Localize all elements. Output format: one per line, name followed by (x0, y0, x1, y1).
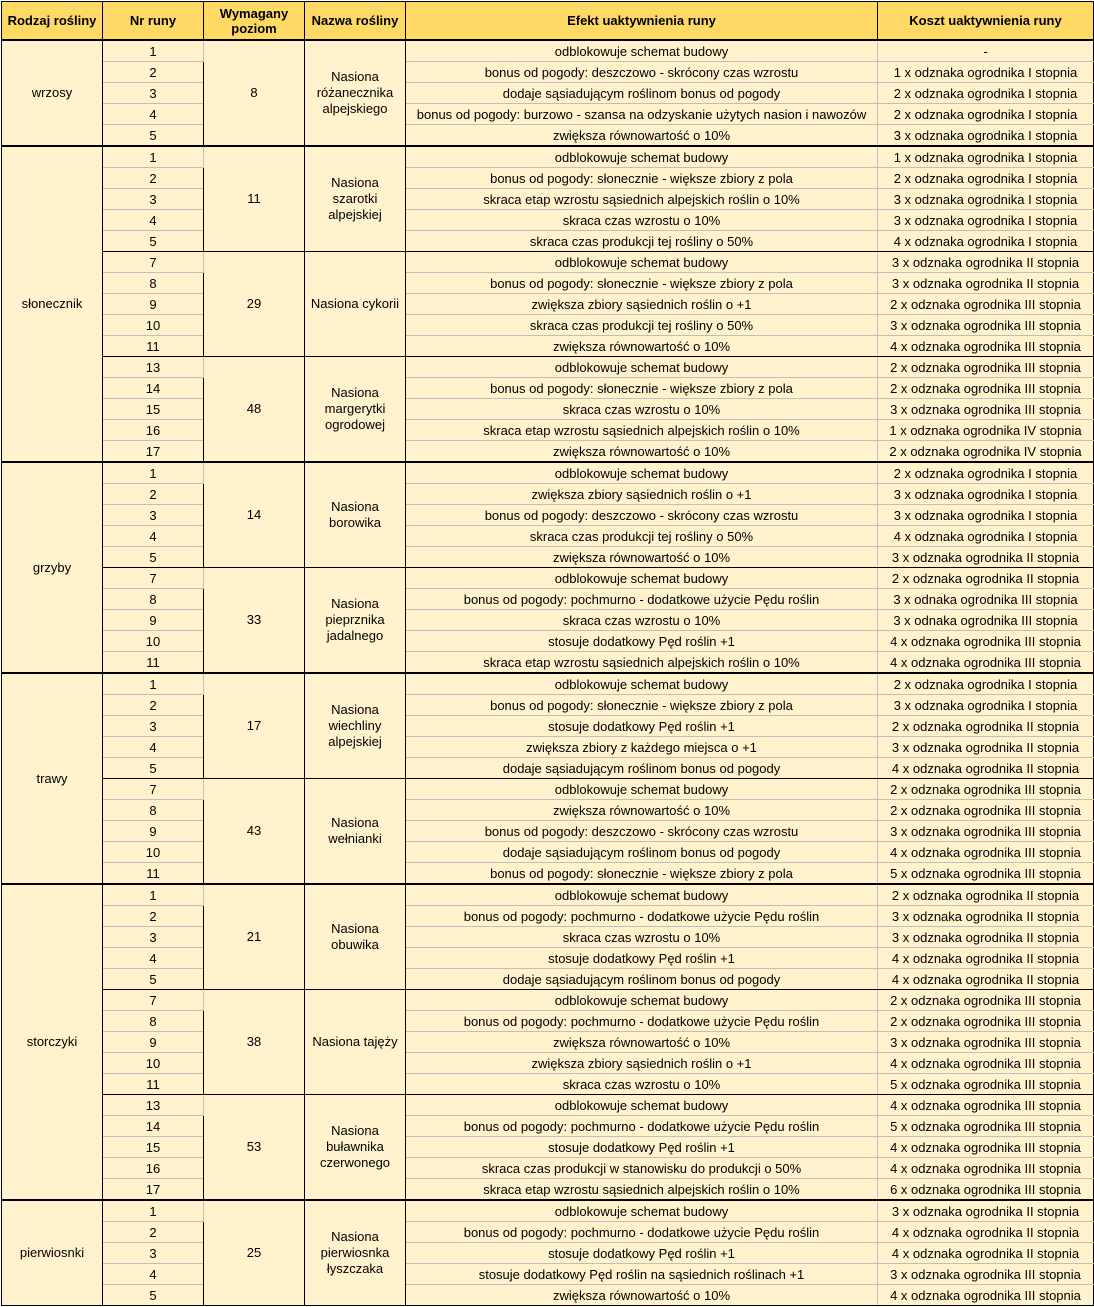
rune-cost-cell: 4 x odznaka ogrodnika III stopnia (878, 1137, 1094, 1158)
rune-nr-cell: 9 (103, 821, 204, 842)
table-row (2, 1074, 1094, 1095)
table-row (2, 1137, 1094, 1158)
table-row (2, 1179, 1094, 1201)
table-row (2, 40, 1094, 62)
rune-nr-cell: 3 (103, 189, 204, 210)
rune-effect-cell: skraca czas produkcji tej rośliny o 50% (406, 315, 878, 336)
rune-cost-cell: 2 x odznaka ogrodnika III stopnia (878, 294, 1094, 315)
rune-effect-cell: zwiększa równowartość o 10% (406, 336, 878, 357)
table-body (2, 40, 1094, 1306)
header-rune-effect: Efekt uaktywnienia runy (406, 2, 878, 41)
rune-nr-cell: 5 (103, 547, 204, 568)
rune-nr-cell: 2 (103, 62, 204, 83)
rune-effect-cell: dodaje sąsiadującym roślinom bonus od pogody (406, 842, 878, 863)
rune-cost-cell: 2 x odznaka ogrodnika III stopnia (878, 357, 1094, 378)
table-row (2, 568, 1094, 589)
rune-effect-cell: stosuje dodatkowy Pęd roślin +1 (406, 1137, 878, 1158)
rune-nr-cell: 8 (103, 589, 204, 610)
header-rune-cost: Koszt uaktywnienia runy (878, 2, 1094, 41)
rune-nr-cell: 3 (103, 927, 204, 948)
rune-nr-cell: 3 (103, 83, 204, 104)
rune-cost-cell: 4 x odznaka ogrodnika III stopnia (878, 631, 1094, 652)
rune-nr-cell: 11 (103, 336, 204, 357)
table-row (2, 146, 1094, 168)
table-row (2, 294, 1094, 315)
rune-nr-cell: 2 (103, 484, 204, 505)
required-level-cell: 25 (204, 1200, 305, 1306)
rune-cost-cell: 3 x odznaka ogrodnika I stopnia (878, 125, 1094, 147)
plant-name-cell: Nasiona margerytki ogrodowej (305, 357, 406, 463)
rune-effect-cell: bonus od pogody: słonecznie - większe zbiory z pola (406, 168, 878, 189)
rune-nr-cell: 4 (103, 1264, 204, 1285)
table-row (2, 906, 1094, 927)
rune-nr-cell: 17 (103, 441, 204, 463)
required-level-cell: 21 (204, 884, 305, 990)
rune-effect-cell: stosuje dodatkowy Pęd roślin +1 (406, 631, 878, 652)
table-row (2, 210, 1094, 231)
table-row (2, 695, 1094, 716)
rune-effect-cell: skraca czas wzrostu o 10% (406, 610, 878, 631)
rune-effect-cell: bonus od pogody: pochmurno - dodatkowe użycie Pędu roślin (406, 906, 878, 927)
rune-nr-cell: 4 (103, 737, 204, 758)
plant-name-cell: Nasiona tajęży (305, 990, 406, 1095)
rune-cost-cell: 6 x odznaka ogrodnika III stopnia (878, 1179, 1094, 1201)
rune-effect-cell: zwiększa zbiory z każdego miejsca o +1 (406, 737, 878, 758)
table-row (2, 652, 1094, 674)
table-row (2, 948, 1094, 969)
plant-type-cell: pierwiosnki (2, 1200, 103, 1306)
header-plant-type: Rodzaj rośliny (2, 2, 103, 41)
table-row (2, 927, 1094, 948)
rune-cost-cell: 2 x odznaka ogrodnika I stopnia (878, 673, 1094, 695)
rune-effect-cell: odblokowuje schemat budowy (406, 146, 878, 168)
rune-effect-cell: bonus od pogody: pochmurno - dodatkowe użycie Pędu roślin (406, 1116, 878, 1137)
rune-nr-cell: 15 (103, 399, 204, 420)
plant-type-cell: grzyby (2, 462, 103, 673)
rune-cost-cell: 1 x odznaka ogrodnika IV stopnia (878, 420, 1094, 441)
rune-effect-cell: bonus od pogody: słonecznie - większe zbiory z pola (406, 273, 878, 294)
rune-effect-cell: bonus od pogody: słonecznie - większe zbiory z pola (406, 863, 878, 885)
rune-effect-cell: skraca czas wzrostu o 10% (406, 927, 878, 948)
plant-name-cell: Nasiona buławnika czerwonego (305, 1095, 406, 1201)
rune-nr-cell: 3 (103, 505, 204, 526)
rune-nr-cell: 8 (103, 273, 204, 294)
rune-effect-cell: bonus od pogody: słonecznie - większe zbiory z pola (406, 378, 878, 399)
rune-nr-cell: 1 (103, 40, 204, 62)
required-level-cell: 53 (204, 1095, 305, 1201)
rune-cost-cell: 2 x odznaka ogrodnika III stopnia (878, 990, 1094, 1011)
plant-name-cell: Nasiona szarotki alpejskiej (305, 146, 406, 252)
rune-cost-cell: 4 x odznaka ogrodnika II stopnia (878, 1243, 1094, 1264)
rune-effect-cell: skraca etap wzrostu sąsiednich alpejskich roślin o 10% (406, 652, 878, 674)
rune-effect-cell: skraca czas wzrostu o 10% (406, 210, 878, 231)
rune-cost-cell: 3 x odznaka ogrodnika I stopnia (878, 695, 1094, 716)
table-row (2, 1200, 1094, 1222)
table-row (2, 252, 1094, 273)
plant-type-cell: trawy (2, 673, 103, 884)
header-rune-nr: Nr runy (103, 2, 204, 41)
rune-cost-cell: 2 x odznaka ogrodnika II stopnia (878, 884, 1094, 906)
rune-effect-cell: zwiększa równowartość o 10% (406, 125, 878, 147)
rune-cost-cell: 4 x odznaka ogrodnika II stopnia (878, 758, 1094, 779)
required-level-cell: 17 (204, 673, 305, 779)
rune-effect-cell: stosuje dodatkowy Pęd roślin na sąsiednich roślinach +1 (406, 1264, 878, 1285)
rune-cost-cell: 3 x odznaka ogrodnika I stopnia (878, 484, 1094, 505)
rune-effect-cell: odblokowuje schemat budowy (406, 357, 878, 378)
rune-cost-cell: 3 x odznaka ogrodnika II stopnia (878, 906, 1094, 927)
rune-effect-cell: skraca etap wzrostu sąsiednich alpejskich roślin o 10% (406, 420, 878, 441)
rune-nr-cell: 1 (103, 146, 204, 168)
rune-cost-cell: 2 x odznaka ogrodnika III stopnia (878, 779, 1094, 800)
rune-cost-cell: 2 x odznaka ogrodnika I stopnia (878, 462, 1094, 484)
plant-name-cell: Nasiona pieprznika jadalnego (305, 568, 406, 674)
table-row (2, 1011, 1094, 1032)
rune-cost-cell: 1 x odznaka ogrodnika I stopnia (878, 62, 1094, 83)
table-row (2, 231, 1094, 252)
rune-cost-cell: 3 x odnaka ogrodnika III stopnia (878, 589, 1094, 610)
rune-nr-cell: 8 (103, 1011, 204, 1032)
rune-nr-cell: 1 (103, 1200, 204, 1222)
rune-nr-cell: 9 (103, 294, 204, 315)
rune-cost-cell: 3 x odznaka ogrodnika III stopnia (878, 399, 1094, 420)
table-row (2, 884, 1094, 906)
rune-effect-cell: zwiększa równowartość o 10% (406, 1032, 878, 1053)
table-row (2, 168, 1094, 189)
rune-effect-cell: bonus od pogody: słonecznie - większe zbiory z pola (406, 695, 878, 716)
rune-nr-cell: 10 (103, 315, 204, 336)
header-row (2, 2, 1094, 41)
plant-name-cell: Nasiona różanecznika alpejskiego (305, 40, 406, 146)
required-level-cell: 43 (204, 779, 305, 885)
rune-cost-cell: 2 x odznaka ogrodnika III stopnia (878, 1011, 1094, 1032)
rune-effect-cell: bonus od pogody: pochmurno - dodatkowe użycie Pędu roślin (406, 1222, 878, 1243)
rune-nr-cell: 7 (103, 252, 204, 273)
table-row (2, 547, 1094, 568)
rune-nr-cell: 5 (103, 969, 204, 990)
rune-nr-cell: 17 (103, 1179, 204, 1201)
required-level-cell: 48 (204, 357, 305, 463)
rune-nr-cell: 9 (103, 1032, 204, 1053)
rune-table (1, 1, 1094, 1306)
table-row (2, 62, 1094, 83)
header-required-level: Wymagany poziom (204, 2, 305, 41)
header-plant-name: Nazwa rośliny (305, 2, 406, 41)
table-row (2, 969, 1094, 990)
rune-nr-cell: 10 (103, 842, 204, 863)
rune-cost-cell: 3 x odznaka ogrodnika I stopnia (878, 210, 1094, 231)
rune-effect-cell: zwiększa równowartość o 10% (406, 547, 878, 568)
rune-nr-cell: 13 (103, 357, 204, 378)
table-row (2, 1264, 1094, 1285)
rune-effect-cell: odblokowuje schemat budowy (406, 884, 878, 906)
rune-nr-cell: 7 (103, 779, 204, 800)
rune-effect-cell: skraca etap wzrostu sąsiednich alpejskich roślin o 10% (406, 189, 878, 210)
table-row (2, 1053, 1094, 1074)
table-row (2, 631, 1094, 652)
rune-cost-cell: 3 x odnaka ogrodnika III stopnia (878, 610, 1094, 631)
rune-cost-cell: 5 x odznaka ogrodnika III stopnia (878, 1116, 1094, 1137)
rune-nr-cell: 4 (103, 948, 204, 969)
rune-effect-cell: odblokowuje schemat budowy (406, 462, 878, 484)
rune-effect-cell: bonus od pogody: deszczowo - skrócony czas wzrostu (406, 821, 878, 842)
rune-nr-cell: 4 (103, 526, 204, 547)
table-row (2, 800, 1094, 821)
plant-name-cell: Nasiona cykorii (305, 252, 406, 357)
rune-cost-cell: 4 x odznaka ogrodnika III stopnia (878, 1095, 1094, 1116)
rune-effect-cell: skraca etap wzrostu sąsiednich alpejskich roślin o 10% (406, 1179, 878, 1201)
rune-effect-cell: dodaje sąsiadującym roślinom bonus od pogody (406, 758, 878, 779)
table-row (2, 104, 1094, 125)
rune-cost-cell: 3 x odznaka ogrodnika II stopnia (878, 1200, 1094, 1222)
table-row (2, 1285, 1094, 1306)
rune-nr-cell: 8 (103, 800, 204, 821)
rune-cost-cell: 5 x odznaka ogrodnika III stopnia (878, 1074, 1094, 1095)
table-row (2, 526, 1094, 547)
rune-effect-cell: bonus od pogody: pochmurno - dodatkowe użycie Pędu roślin (406, 589, 878, 610)
rune-effect-cell: skraca czas wzrostu o 10% (406, 1074, 878, 1095)
rune-cost-cell: 4 x odznaka ogrodnika III stopnia (878, 1053, 1094, 1074)
table-row (2, 1243, 1094, 1264)
rune-cost-cell: 4 x odznaka ogrodnika III stopnia (878, 1158, 1094, 1179)
rune-nr-cell: 3 (103, 716, 204, 737)
rune-cost-cell: 2 x odznaka ogrodnika II stopnia (878, 568, 1094, 589)
rune-nr-cell: 15 (103, 1137, 204, 1158)
rune-effect-cell: dodaje sąsiadującym roślinom bonus od pogody (406, 969, 878, 990)
rune-nr-cell: 5 (103, 758, 204, 779)
rune-effect-cell: skraca czas wzrostu o 10% (406, 399, 878, 420)
plant-name-cell: Nasiona wiechliny alpejskiej (305, 673, 406, 779)
table-row (2, 441, 1094, 463)
rune-nr-cell: 11 (103, 863, 204, 885)
table-row (2, 716, 1094, 737)
rune-nr-cell: 5 (103, 1285, 204, 1306)
rune-cost-cell: 3 x odznaka ogrodnika II stopnia (878, 547, 1094, 568)
rune-effect-cell: odblokowuje schemat budowy (406, 673, 878, 695)
rune-cost-cell: 2 x odznaka ogrodnika II stopnia (878, 716, 1094, 737)
rune-cost-cell: 5 x odznaka ogrodnika III stopnia (878, 863, 1094, 885)
rune-nr-cell: 11 (103, 1074, 204, 1095)
required-level-cell: 14 (204, 462, 305, 568)
rune-effect-cell: odblokowuje schemat budowy (406, 568, 878, 589)
rune-effect-cell: odblokowuje schemat budowy (406, 1095, 878, 1116)
table-row (2, 1116, 1094, 1137)
table-row (2, 1095, 1094, 1116)
rune-effect-cell: skraca czas produkcji tej rośliny o 50% (406, 526, 878, 547)
rune-cost-cell: 2 x odznaka ogrodnika III stopnia (878, 800, 1094, 821)
rune-cost-cell: 4 x odznaka ogrodnika II stopnia (878, 1222, 1094, 1243)
rune-nr-cell: 5 (103, 125, 204, 147)
rune-cost-cell: 4 x odznaka ogrodnika III stopnia (878, 652, 1094, 674)
table-row (2, 673, 1094, 695)
rune-nr-cell: 14 (103, 1116, 204, 1137)
plant-name-cell: Nasiona obuwika (305, 884, 406, 990)
rune-cost-cell: 4 x odznaka ogrodnika I stopnia (878, 231, 1094, 252)
rune-effect-cell: stosuje dodatkowy Pęd roślin +1 (406, 1243, 878, 1264)
table-row (2, 779, 1094, 800)
rune-cost-cell: 4 x odznaka ogrodnika III stopnia (878, 336, 1094, 357)
rune-nr-cell: 16 (103, 420, 204, 441)
rune-nr-cell: 4 (103, 104, 204, 125)
rune-cost-cell: 2 x odznaka ogrodnika III stopnia (878, 378, 1094, 399)
rune-cost-cell: 3 x odznaka ogrodnika III stopnia (878, 1032, 1094, 1053)
table-row (2, 505, 1094, 526)
table-row (2, 863, 1094, 885)
rune-cost-cell: 3 x odznaka ogrodnika III stopnia (878, 1264, 1094, 1285)
rune-nr-cell: 13 (103, 1095, 204, 1116)
rune-nr-cell: 10 (103, 631, 204, 652)
rune-cost-cell: 4 x odznaka ogrodnika II stopnia (878, 948, 1094, 969)
rune-nr-cell: 7 (103, 568, 204, 589)
plant-type-cell: słonecznik (2, 146, 103, 462)
rune-cost-cell: 2 x odznaka ogrodnika I stopnia (878, 83, 1094, 104)
rune-effect-cell: stosuje dodatkowy Pęd roślin +1 (406, 716, 878, 737)
table-row (2, 758, 1094, 779)
rune-effect-cell: zwiększa zbiory sąsiednich roślin o +1 (406, 1053, 878, 1074)
table-row (2, 842, 1094, 863)
rune-nr-cell: 2 (103, 168, 204, 189)
rune-effect-cell: odblokowuje schemat budowy (406, 990, 878, 1011)
rune-cost-cell: 3 x odznaka ogrodnika II stopnia (878, 252, 1094, 273)
table-row (2, 378, 1094, 399)
rune-nr-cell: 7 (103, 990, 204, 1011)
required-level-cell: 29 (204, 252, 305, 357)
rune-nr-cell: 3 (103, 1243, 204, 1264)
table-row (2, 821, 1094, 842)
rune-nr-cell: 10 (103, 1053, 204, 1074)
rune-cost-cell: 4 x odznaka ogrodnika I stopnia (878, 526, 1094, 547)
required-level-cell: 33 (204, 568, 305, 674)
rune-cost-cell: 4 x odznaka ogrodnika III stopnia (878, 842, 1094, 863)
table-row (2, 1032, 1094, 1053)
rune-cost-cell: 3 x odznaka ogrodnika III stopnia (878, 315, 1094, 336)
rune-effect-cell: zwiększa równowartość o 10% (406, 800, 878, 821)
table-row (2, 462, 1094, 484)
rune-effect-cell: bonus od pogody: pochmurno - dodatkowe użycie Pędu roślin (406, 1011, 878, 1032)
table-row (2, 589, 1094, 610)
rune-cost-cell: 3 x odznaka ogrodnika I stopnia (878, 505, 1094, 526)
rune-cost-cell: 4 x odznaka ogrodnika III stopnia (878, 1285, 1094, 1306)
rune-nr-cell: 5 (103, 231, 204, 252)
rune-cost-cell: 3 x odznaka ogrodnika II stopnia (878, 927, 1094, 948)
rune-effect-cell: odblokowuje schemat budowy (406, 1200, 878, 1222)
plant-type-cell: storczyki (2, 884, 103, 1200)
rune-effect-cell: bonus od pogody: deszczowo - skrócony czas wzrostu (406, 505, 878, 526)
rune-nr-cell: 9 (103, 610, 204, 631)
table-row (2, 990, 1094, 1011)
rune-cost-cell: 3 x odznaka ogrodnika II stopnia (878, 273, 1094, 294)
plant-name-cell: Nasiona borowika (305, 462, 406, 568)
rune-nr-cell: 2 (103, 906, 204, 927)
rune-nr-cell: 1 (103, 673, 204, 695)
rune-cost-cell: 3 x odznaka ogrodnika II stopnia (878, 737, 1094, 758)
rune-effect-cell: skraca czas produkcji w stanowisku do produkcji o 50% (406, 1158, 878, 1179)
required-level-cell: 11 (204, 146, 305, 252)
rune-nr-cell: 14 (103, 378, 204, 399)
required-level-cell: 8 (204, 40, 305, 146)
table-row (2, 399, 1094, 420)
rune-effect-cell: odblokowuje schemat budowy (406, 252, 878, 273)
rune-nr-cell: 4 (103, 210, 204, 231)
rune-effect-cell: zwiększa zbiory sąsiednich roślin o +1 (406, 484, 878, 505)
plant-type-cell: wrzosy (2, 40, 103, 146)
table-row (2, 273, 1094, 294)
plant-name-cell: Nasiona wełnianki (305, 779, 406, 885)
rune-cost-cell: 4 x odznaka ogrodnika II stopnia (878, 969, 1094, 990)
rune-cost-cell: - (878, 40, 1094, 62)
rune-effect-cell: bonus od pogody: burzowo - szansa na odzyskanie użytych nasion i nawozów (406, 104, 878, 125)
rune-nr-cell: 16 (103, 1158, 204, 1179)
table-row (2, 1222, 1094, 1243)
rune-effect-cell: odblokowuje schemat budowy (406, 40, 878, 62)
table-row (2, 189, 1094, 210)
rune-cost-cell: 2 x odznaka ogrodnika I stopnia (878, 168, 1094, 189)
table-row (2, 315, 1094, 336)
rune-cost-cell: 2 x odznaka ogrodnika I stopnia (878, 104, 1094, 125)
table-row (2, 484, 1094, 505)
rune-effect-cell: stosuje dodatkowy Pęd roślin +1 (406, 948, 878, 969)
rune-cost-cell: 3 x odznaka ogrodnika III stopnia (878, 821, 1094, 842)
rune-effect-cell: odblokowuje schemat budowy (406, 779, 878, 800)
rune-effect-cell: dodaje sąsiadującym roślinom bonus od pogody (406, 83, 878, 104)
rune-cost-cell: 3 x odznaka ogrodnika I stopnia (878, 189, 1094, 210)
table-row (2, 125, 1094, 147)
table-row (2, 357, 1094, 378)
rune-effect-cell: skraca czas produkcji tej rośliny o 50% (406, 231, 878, 252)
rune-effect-cell: bonus od pogody: deszczowo - skrócony czas wzrostu (406, 62, 878, 83)
rune-effect-cell: zwiększa równowartość o 10% (406, 441, 878, 463)
rune-effect-cell: zwiększa równowartość o 10% (406, 1285, 878, 1306)
required-level-cell: 38 (204, 990, 305, 1095)
table-row (2, 737, 1094, 758)
rune-cost-cell: 1 x odznaka ogrodnika I stopnia (878, 146, 1094, 168)
table-row (2, 83, 1094, 104)
rune-nr-cell: 2 (103, 1222, 204, 1243)
table-row (2, 420, 1094, 441)
table-row (2, 610, 1094, 631)
rune-cost-cell: 2 x odznaka ogrodnika IV stopnia (878, 441, 1094, 463)
rune-nr-cell: 2 (103, 695, 204, 716)
table-row (2, 336, 1094, 357)
rune-nr-cell: 1 (103, 462, 204, 484)
rune-nr-cell: 1 (103, 884, 204, 906)
table-row (2, 1158, 1094, 1179)
rune-effect-cell: zwiększa zbiory sąsiednich roślin o +1 (406, 294, 878, 315)
plant-name-cell: Nasiona pierwiosnka łyszczaka (305, 1200, 406, 1306)
rune-nr-cell: 11 (103, 652, 204, 674)
